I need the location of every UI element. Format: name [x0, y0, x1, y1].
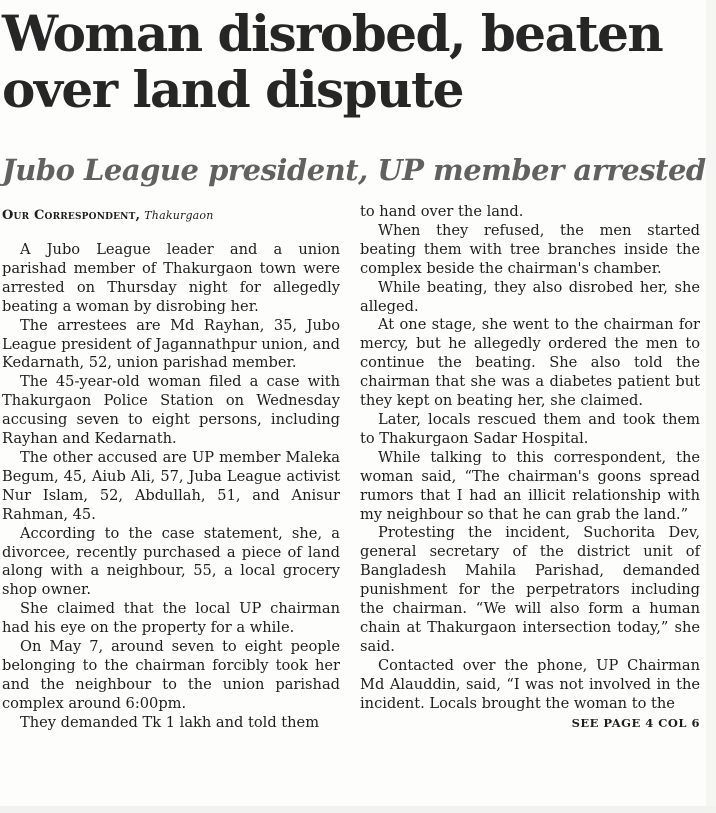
paragraph: The other accused are UP member Maleka Begum, 45, Aiub Ali, 57, Juba League activist Nur Islam, 52, Abdullah, 51, and Anisur Rahman, 45.	[2, 448, 340, 523]
paragraph: Later, locals rescued them and took them to Thakurgaon Sadar Hospital.	[360, 410, 700, 447]
page-edge-right	[706, 0, 716, 813]
byline-correspondent: Our Correspondent,	[2, 208, 141, 223]
paragraph: A Jubo League leader and a union parishad member of Thakurgaon town were arrested on Thursday night for allegedly beating a woman by disrobing her.	[2, 241, 340, 315]
page-edge-bottom	[0, 806, 716, 813]
paragraph: She claimed that the local UP chairman had his eye on the property for a while.	[2, 600, 340, 637]
paragraph: Contacted over the phone, UP Chairman Md Alauddin, said, “I was not involved in the incident. Locals brought the woman to the	[360, 656, 700, 712]
headline-line-1: Woman disrobed, beaten	[2, 4, 663, 63]
paragraph: The 45-year-old woman filed a case with Thakurgaon Police Station on Wednesday accusing seven to eight persons, including Rayhan and Kedarnath.	[2, 373, 340, 448]
article-column-left	[2, 206, 340, 733]
paragraph: Protesting the incident, Suchorita Dev, general secretary of the district unit of Bangladesh Mahila Parishad, demanded punishment for the perpetrators including the chairman. “We will also form a human chain at Thakurgaon intersection today,” she said.	[360, 524, 700, 655]
byline-location: Thakurgaon	[144, 209, 214, 222]
subheadline: Jubo League president, UP member arrested	[2, 153, 706, 187]
paragraph: On May 7, around seven to eight people belonging to the chairman forcibly took her and the neighbour to the union parishad complex around 6:00pm.	[2, 638, 340, 712]
paragraph-continuation: to hand over the land.	[360, 203, 524, 220]
article-column-right	[360, 203, 700, 733]
paragraph: When they refused, the men started beating them with tree branches inside the complex beside the chairman's chamber.	[360, 221, 700, 277]
paragraph: They demanded Tk 1 lakh and told them	[20, 713, 320, 731]
paragraph: While beating, they also disrobed her, she alleged.	[360, 278, 700, 315]
byline	[2, 206, 340, 225]
headline	[2, 6, 714, 118]
headline-line-2: over land dispute	[2, 60, 463, 119]
paragraph: The arrestees are Md Rayhan, 35, Jubo League president of Jagannathpur union, and Kedarnath, 52, union parishad member.	[2, 316, 340, 372]
paragraph: At one stage, she went to the chairman for mercy, but he allegedly ordered the men to continue the beating. She also told the chairman that she was a diabetes patient but they kept on beating her, she claimed.	[360, 316, 700, 410]
continuation-note: SEE PAGE 4 COL 6	[571, 716, 700, 731]
paragraph: While talking to this correspondent, the woman said, “The chairman's goons spread rumors that I had an illicit relationship with my neighbour so that he can grab the land.”	[360, 448, 700, 523]
paragraph: According to the case statement, she, a divorcee, recently purchased a piece of land along with a neighbour, 55, a local grocery shop owner.	[2, 524, 340, 599]
